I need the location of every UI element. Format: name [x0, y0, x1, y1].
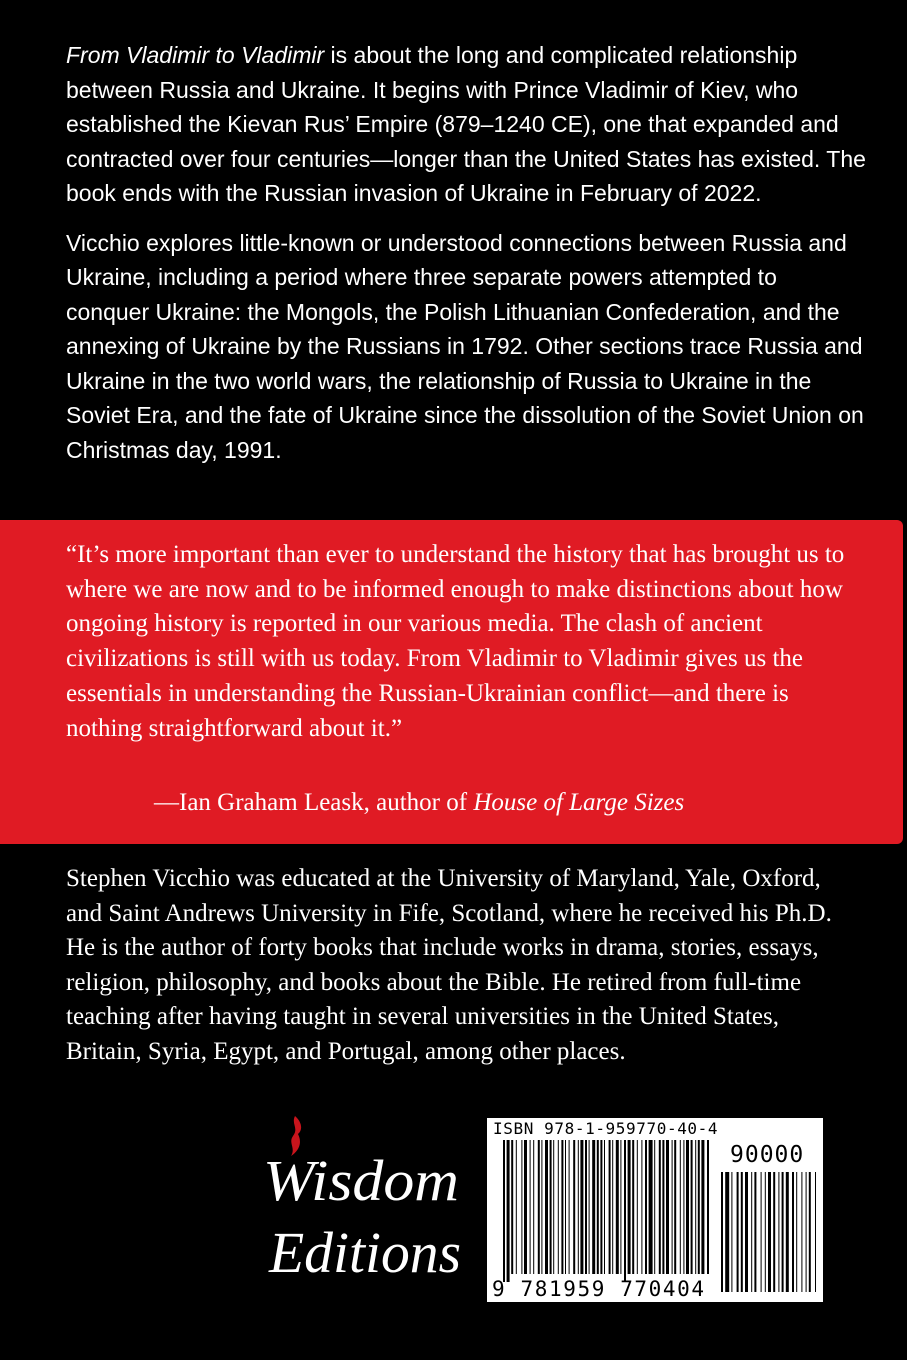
barcode-bar — [624, 1140, 626, 1282]
barcode-bar — [511, 1140, 513, 1274]
barcode-bar — [695, 1140, 696, 1274]
barcode-bar — [659, 1140, 661, 1274]
barcode-bar — [573, 1140, 575, 1274]
publisher-name-line2: Editions — [268, 1220, 461, 1285]
barcode-bar — [616, 1140, 619, 1274]
book-title-italic: From Vladimir to Vladimir — [66, 42, 325, 68]
barcode-bar — [597, 1140, 599, 1274]
addon-bar — [796, 1172, 797, 1292]
barcode-bar — [580, 1140, 583, 1274]
ean-digits: 9 781959 770404 — [492, 1277, 706, 1301]
addon-bar — [778, 1172, 779, 1292]
description-paragraph-2: Vicchio explores little-known or understood connections between Russia and Ukraine, including a period where three separate powers attempted to conquer Ukraine: the Mongols, the Polish Lithuanian Confederation, and the annexing of Ukraine by the Russians in 1792. Other sections trace Russia and Ukraine in the two world wars, the relationship of Russia to Ukraine in the Soviet Era, and the fate of Ukraine since the dissolution of the Soviet Union on Christmas day, 1991. — [66, 229, 864, 463]
barcode-bar — [585, 1140, 587, 1274]
barcode-bar — [553, 1140, 554, 1274]
barcode-bar — [683, 1140, 684, 1274]
barcode-bar — [686, 1140, 689, 1274]
endorsement-quote-box — [0, 520, 903, 844]
barcode-bar — [521, 1140, 522, 1274]
barcode-bar — [533, 1140, 534, 1274]
barcode-bar — [612, 1140, 613, 1274]
barcode-bar — [538, 1140, 540, 1274]
barcode-bar — [558, 1140, 559, 1274]
addon-bar — [765, 1172, 766, 1292]
addon-bar — [801, 1172, 802, 1292]
publisher-logo — [255, 1110, 475, 1290]
addon-bar — [806, 1172, 807, 1292]
barcode-bar — [666, 1140, 669, 1274]
addon-bar — [782, 1172, 784, 1292]
barcode-bar — [569, 1140, 570, 1274]
barcode-bar — [503, 1140, 505, 1282]
barcode-bar — [649, 1140, 653, 1274]
addon-bar — [737, 1172, 739, 1292]
publisher-name-line1: Wisdom — [263, 1148, 459, 1213]
barcode-bar — [541, 1140, 542, 1274]
author-bio: Stephen Vicchio was educated at the University of Maryland, Yale, Oxford, and Saint Andrews University in Fife, Scotland, where he received his Ph.D. He is the author of forty books that include works in drama, stories, essays, religion, philosophy, and books about the Bible. He retired from full-time teaching after having taught in several universities in the United States, Britain, Syria, Egypt, and Portugal, among other places. — [66, 865, 832, 1065]
book-description — [66, 38, 866, 467]
barcode-bar — [589, 1140, 590, 1274]
addon-bar — [741, 1172, 743, 1292]
barcode-bar — [609, 1140, 611, 1274]
addon-bar — [721, 1172, 723, 1292]
addon-bar — [768, 1172, 771, 1292]
endorsement-attribution — [154, 786, 684, 820]
addon-bar — [725, 1172, 729, 1292]
barcode-bar — [654, 1140, 655, 1274]
barcode-bar — [641, 1140, 642, 1274]
barcode-bar — [707, 1140, 709, 1274]
barcode-bar — [604, 1140, 605, 1274]
barcode-bar — [698, 1140, 700, 1274]
barcode-bar — [600, 1140, 602, 1274]
attribution-book-title: House of Large Sizes — [473, 789, 685, 816]
price-code: 90000 — [730, 1142, 805, 1168]
barcode-bar — [530, 1140, 531, 1274]
addon-bar — [815, 1172, 816, 1292]
addon-bar — [773, 1172, 775, 1292]
barcode-bar — [507, 1140, 510, 1282]
barcode-bar — [645, 1140, 647, 1274]
barcode-bar — [524, 1140, 527, 1274]
barcode-bar — [545, 1140, 548, 1274]
barcode-bar — [550, 1140, 552, 1274]
barcode-bar — [632, 1140, 634, 1274]
addon-bar — [754, 1172, 756, 1292]
attribution-author: —Ian Graham Leask, author of — [154, 789, 474, 816]
addon-bar — [751, 1172, 752, 1292]
isbn-label: ISBN 978-1-959770-40-4 — [493, 1119, 719, 1138]
barcode-bar — [592, 1140, 595, 1274]
barcode-bar — [691, 1140, 693, 1274]
barcode-bar — [561, 1140, 563, 1274]
barcode-bar — [628, 1140, 631, 1274]
addon-bar — [786, 1172, 789, 1292]
addon-bar — [809, 1172, 811, 1292]
barcode-bar — [516, 1140, 517, 1274]
barcode-bar — [578, 1140, 579, 1274]
addon-bar — [731, 1172, 732, 1292]
addon-bar — [761, 1172, 762, 1292]
barcode-bar — [662, 1140, 664, 1274]
description-paragraph-1 — [66, 38, 866, 211]
barcode-bar — [680, 1140, 681, 1274]
barcode-bar — [565, 1140, 566, 1274]
addon-bar — [745, 1172, 748, 1292]
barcode-bar — [674, 1140, 676, 1274]
barcode-bar — [637, 1140, 638, 1274]
description-paragraph-1-text: is about the long and complicated relationship between Russia and Ukraine. It begins with Prince Vladimir of Kiev, who established the Kievan Rus’ Empire (879–1240 CE), one that expanded and contracted over four centuries—longer than the United States has existed. The book ends with the Russian invasion of Ukraine in February of 2022. — [66, 42, 866, 206]
addon-bar — [792, 1172, 794, 1292]
barcode-bar — [701, 1140, 704, 1274]
barcode-bar — [620, 1140, 621, 1274]
endorsement-quote: “It’s more important than ever to understand the history that has brought us to where we are now and to be informed enough to make distinctions about how ongoing history is reported in our various media. The clash of ancient civilizations is still with us today. From Vladimir to Vladimir gives us the essentials in understanding the Russian-Ukrainian conflict—and there is nothing straightforward about it.” — [66, 541, 845, 742]
barcode-bar — [672, 1140, 673, 1274]
